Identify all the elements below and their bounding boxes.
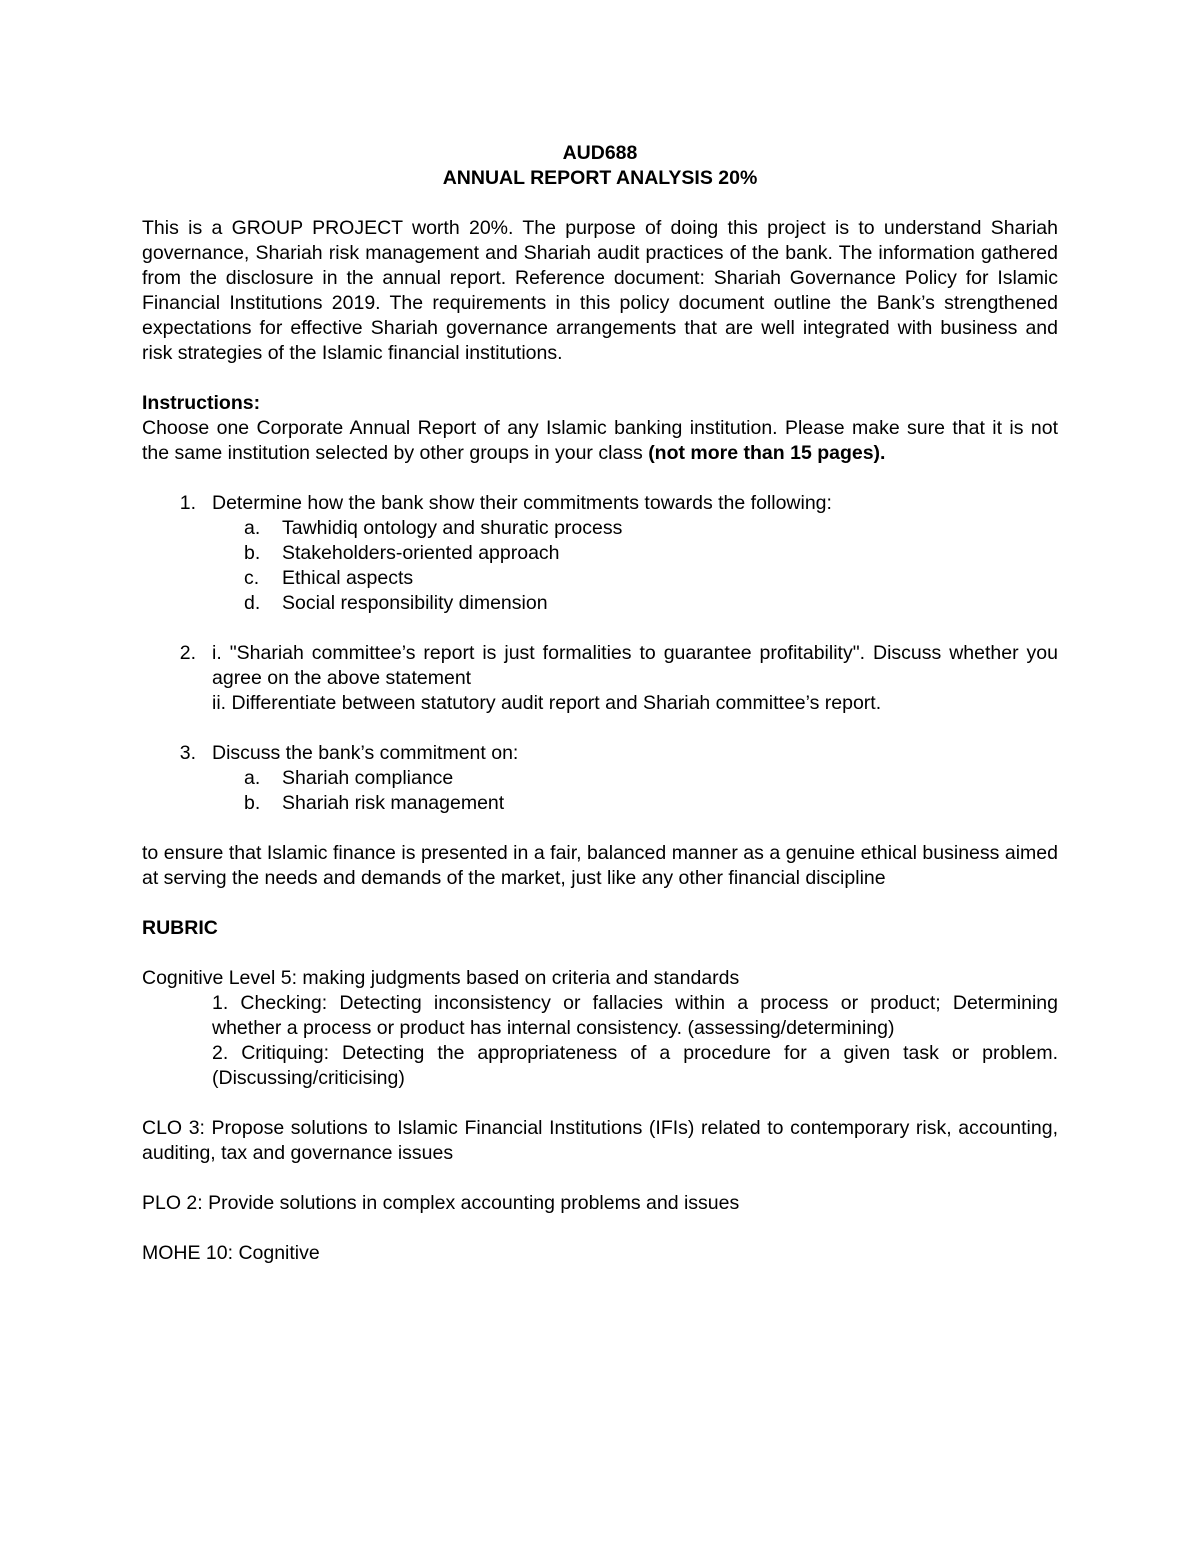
question-number: 3. (179, 742, 196, 764)
rubric-heading: RUBRIC (142, 917, 218, 939)
question-part-i: i. "Shariah committee’s report is just formalities to guarantee profitability". Discuss whether you agree on the above statement (212, 642, 1058, 689)
list-item: b. Stakeholders-oriented approach (244, 542, 560, 564)
question-number: 2. (179, 642, 196, 664)
question-1 (142, 491, 1058, 516)
question-3 (142, 741, 1058, 766)
list-item: b. Shariah risk management (244, 792, 505, 814)
instructions-paragraph (142, 416, 1058, 466)
question-text: Determine how the bank show their commitments towards the following: (212, 492, 832, 514)
mohe-text: MOHE 10: Cognitive (142, 1242, 320, 1264)
rubric-point-1: 1. Checking: Detecting inconsistency or fallacies within a process or product; Determining whether a process or product has internal consistency. (assessing/determining) (212, 992, 1058, 1039)
course-code: AUD688 (562, 142, 638, 164)
instructions-text: Choose one Corporate Annual Report of any Islamic banking institution. Please make sure that it is not the same institution selected by other groups in your class (142, 417, 1058, 464)
list-item: c. Ethical aspects (244, 567, 414, 589)
question-part-ii: ii. Differentiate between statutory audit report and Shariah committee’s report. (212, 692, 882, 714)
question-number: 1. (179, 492, 196, 514)
plo-text: PLO 2: Provide solutions in complex accounting problems and issues (142, 1192, 740, 1214)
clo-text: CLO 3: Propose solutions to Islamic Financial Institutions (IFIs) related to contemporary risk, accounting, auditing, tax and governance issues (142, 1117, 1058, 1164)
list-item: a. Shariah compliance (244, 767, 454, 789)
intro-paragraph: This is a GROUP PROJECT worth 20%. The purpose of doing this project is to understand Shariah governance, Shariah risk management and Shariah audit practices of the bank. The information gathered from the disclosure in the annual report. Reference document: Shariah Governance Policy for Islamic Financial Institutions 2019. The requirements in this policy document outline the Bank’s strengthened expectations for effective Shariah governance arrangements that are well integrated with business and risk strategies of the Islamic financial institutions. (142, 217, 1058, 364)
cognitive-level: Cognitive Level 5: making judgments based on criteria and standards (142, 967, 740, 989)
rubric-point-2: 2. Critiquing: Detecting the appropriateness of a procedure for a given task or problem. (Discussing/criticising) (212, 1042, 1058, 1089)
list-item: d. Social responsibility dimension (244, 592, 548, 614)
page-title: ANNUAL REPORT ANALYSIS 20% (442, 167, 758, 189)
list-item: a. Tawhidiq ontology and shuratic process (244, 517, 623, 539)
question-2 (142, 641, 1058, 716)
question-text: Discuss the bank’s commitment on: (212, 742, 519, 764)
instructions-heading: Instructions: (142, 392, 261, 414)
document-page (142, 141, 1058, 1266)
instructions-emphasis: (not more than 15 pages). (648, 442, 886, 464)
closing-paragraph: to ensure that Islamic finance is presented in a fair, balanced manner as a genuine ethical business aimed at serving the needs and demands of the market, just like any other financial discipline (142, 842, 1058, 889)
